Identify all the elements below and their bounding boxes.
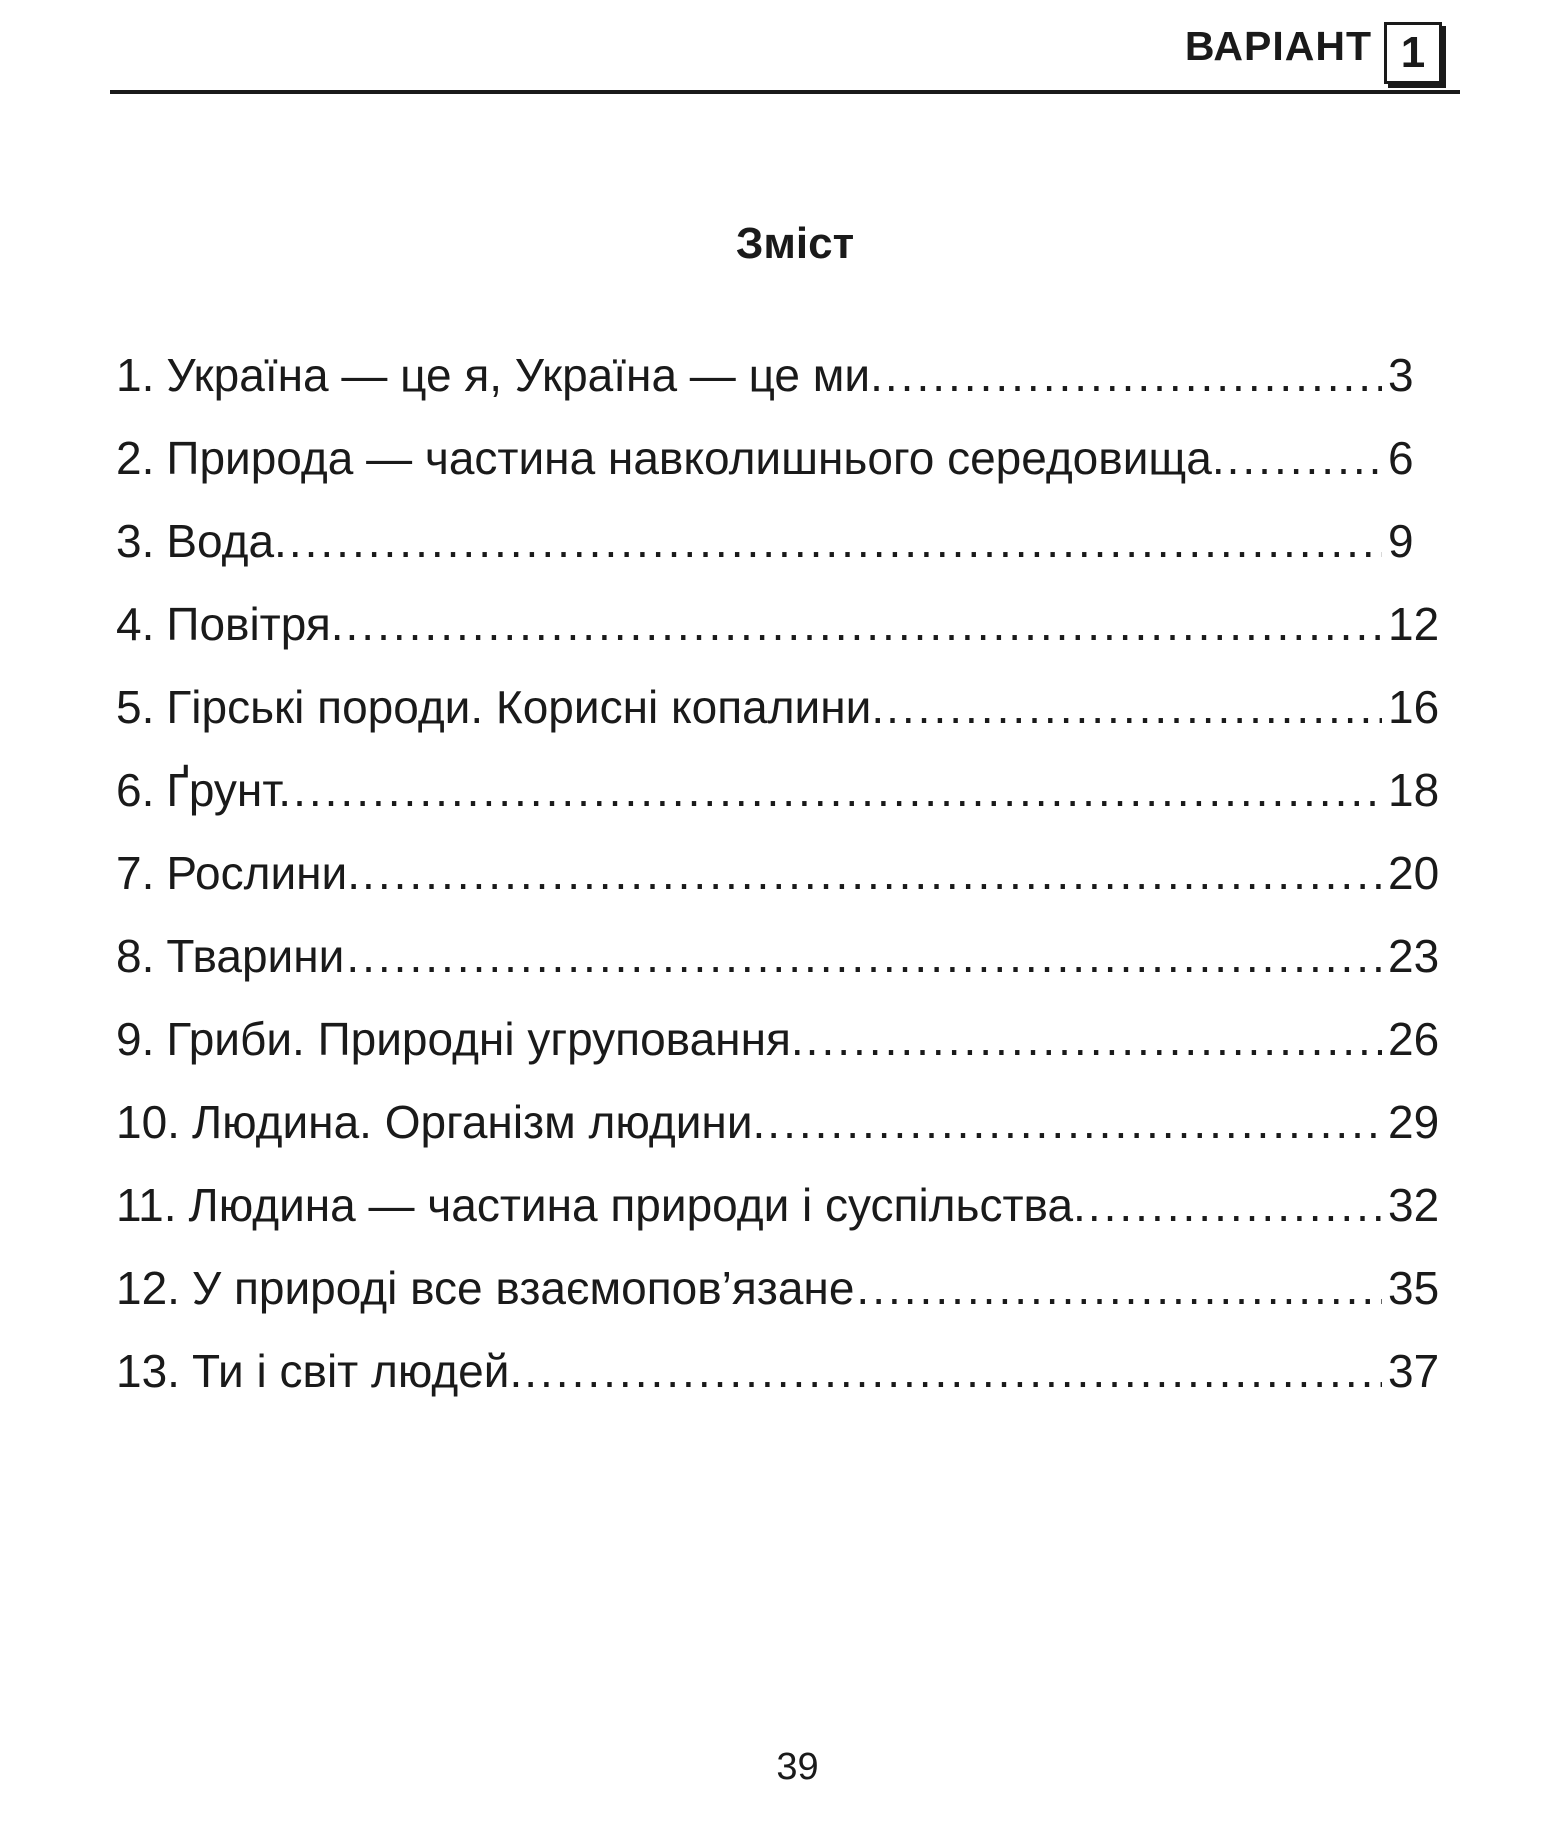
toc-leader-dots <box>346 583 1382 666</box>
toc-entry-title: Природа — частина навколишнього середовища. <box>166 432 1225 484</box>
toc-entry-13[interactable] <box>116 1330 1448 1413</box>
toc-entry-title: Рослини. <box>166 847 361 899</box>
toc-entry-number: 13. <box>116 1345 180 1397</box>
toc-entry-page: 18 <box>1388 764 1440 816</box>
toc-entry-number: 11. <box>116 1179 177 1231</box>
variant-label: ВАРІАНТ <box>1184 23 1372 69</box>
toc-entry-title: Гірські породи. Корисні копалини. <box>166 681 885 733</box>
toc-entry-title: Ґрунт. <box>166 764 292 816</box>
toc-entry-number: 4. <box>116 598 155 650</box>
toc-entry-page: 9 <box>1388 515 1414 567</box>
toc-entry-10[interactable] <box>116 1081 1448 1164</box>
toc-entry-number: 3. <box>116 515 155 567</box>
toc-entry-page: 12 <box>1388 598 1440 650</box>
toc-leader-dots <box>856 1247 1382 1330</box>
toc-entry-title: Повітря. <box>166 598 344 650</box>
toc-entry-page: 32 <box>1388 1179 1440 1231</box>
page-header <box>110 14 1460 100</box>
toc-entry-title: Гриби. Природні угруповання. <box>166 1013 804 1065</box>
variant-number-box: 1 <box>1384 22 1442 84</box>
toc-entry-title: У природі все взаємопов’язане <box>191 1262 855 1314</box>
toc-entry-number: 8. <box>116 930 155 982</box>
toc-leader-dots <box>1088 1164 1382 1247</box>
toc-entry-number: 12. <box>116 1262 180 1314</box>
toc-leader-dots <box>524 1330 1382 1413</box>
toc-entry-6[interactable] <box>116 749 1448 832</box>
table-of-contents <box>116 334 1448 1413</box>
toc-entry-title: Тварини <box>166 930 345 982</box>
toc-entry-number: 5. <box>116 681 155 733</box>
toc-entry-page: 23 <box>1388 930 1440 982</box>
toc-entry-title: Людина — частина природи і суспільства. <box>188 1179 1086 1231</box>
toc-entry-1[interactable] <box>116 334 1448 417</box>
toc-leader-dots <box>885 334 1382 417</box>
toc-entry-page: 37 <box>1388 1345 1440 1397</box>
toc-entry-7[interactable] <box>116 832 1448 915</box>
toc-entry-title: Людина. Організм людини. <box>191 1096 766 1148</box>
toc-entry-title: Ти і світ людей. <box>191 1345 523 1397</box>
toc-entry-page: 3 <box>1388 349 1414 401</box>
header-rule <box>110 90 1460 94</box>
toc-entry-number: 1. <box>116 349 155 401</box>
toc-entry-8[interactable] <box>116 915 1448 998</box>
toc-entry-number: 7. <box>116 847 155 899</box>
toc-entry-title: Вода. <box>166 515 287 567</box>
toc-entry-number: 10. <box>116 1096 180 1148</box>
toc-leader-dots <box>362 832 1382 915</box>
toc-leader-dots <box>1227 417 1382 500</box>
toc-leader-dots <box>806 998 1382 1081</box>
toc-leader-dots <box>886 666 1382 749</box>
toc-leader-dots <box>293 749 1382 832</box>
toc-entry-page: 29 <box>1388 1096 1440 1148</box>
toc-entry-number: 2. <box>116 432 155 484</box>
toc-leader-dots <box>767 1081 1382 1164</box>
toc-entry-page: 35 <box>1388 1262 1440 1314</box>
toc-entry-12[interactable] <box>116 1247 1448 1330</box>
toc-entry-page: 6 <box>1388 432 1414 484</box>
toc-entry-5[interactable] <box>116 666 1448 749</box>
page-number: 39 <box>776 1746 819 1788</box>
toc-entry-page: 26 <box>1388 1013 1440 1065</box>
toc-entry-3[interactable] <box>116 500 1448 583</box>
toc-entry-page: 16 <box>1388 681 1440 733</box>
toc-entry-number: 9. <box>116 1013 155 1065</box>
toc-entry-11[interactable] <box>116 1164 1448 1247</box>
toc-title: Зміст <box>735 219 855 268</box>
toc-entry-number: 6. <box>116 764 155 816</box>
toc-entry-page: 20 <box>1388 847 1440 899</box>
toc-entry-9[interactable] <box>116 998 1448 1081</box>
toc-entry-4[interactable] <box>116 583 1448 666</box>
toc-entry-2[interactable] <box>116 417 1448 500</box>
toc-leader-dots <box>289 500 1382 583</box>
toc-entry-title: Україна — це я, Україна — це ми. <box>166 349 883 401</box>
toc-leader-dots <box>346 915 1382 998</box>
